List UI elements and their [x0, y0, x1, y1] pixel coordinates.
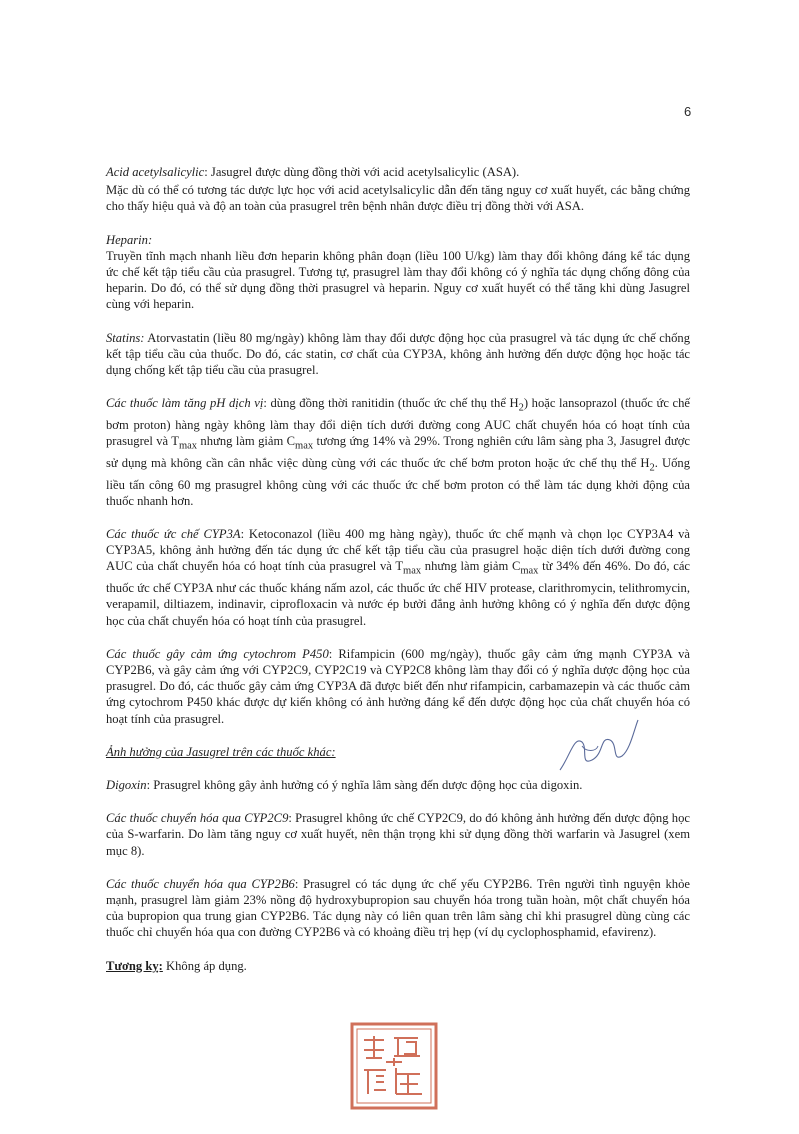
heading-ph: Các thuốc làm tăng pH dịch vị	[106, 396, 264, 411]
heading-cyp3a: Các thuốc ức chế CYP3A	[106, 527, 241, 541]
heading-statins: Statins:	[106, 330, 145, 345]
heading-heparin: Heparin:	[106, 232, 153, 247]
heading-p450: Các thuốc gây cảm ứng cytochrom P450	[106, 646, 329, 661]
section-heparin	[106, 232, 690, 313]
cyp2b6-body: : Prasugrel có tác dụng ức chế yếu CYP2B6. Trên người tình nguyện khỏe mạnh, prasugrel làm giảm 23% nồng độ hydroxybupropion sau chuyển hóa trong tuần hoàn, một chất chuyển hóa của bupropion qua trung gian CYP2B6. Tác dụng này có liên quan trên lâm sàng chỉ khi prasugrel dùng cùng các thuốc chỉ chuyển hóa qua con đường CYP2B6 và có khoảng điều trị hẹp (ví dụ cyclophosphamid, efavirenz).	[106, 876, 690, 940]
section-ph	[106, 395, 690, 509]
heading-asa: Acid acetylsalicylic	[106, 165, 205, 179]
asa-body: Mặc dù có thể có tương tác dược lực học với acid acetylsalicylic dẫn đến tăng nguy cơ xuất huyết, các bằng chứng cho thấy hiệu quả và độ an toàn của prasugrel trên bệnh nhân được điều trị đồng thời với ASA.	[106, 183, 690, 214]
section-cyp3a	[106, 526, 690, 629]
section-asa	[106, 164, 690, 180]
ph-sub-4: 2	[649, 462, 655, 474]
heading-cyp2c9: Các thuốc chuyển hóa qua CYP2C9	[106, 811, 289, 826]
section-cyp2b6	[106, 876, 690, 941]
heading-cyp2b6: Các thuốc chuyển hóa qua CYP2B6	[106, 876, 295, 891]
ph-sub-3: max	[295, 440, 314, 452]
cyp3a-body-3: từ 34% đến 46%. Do đó, các thuốc ức chế CYP3A như các thuốc kháng nấm azol, các thuốc ức chế HIV protease, clarithromycin, telithromycin, verapamil, diltiazem, indinavir, ciprofloxacin và nước ép bưởi đắng ảnh hưởng không có ý nghĩa đến dược động học của chất chuyển hóa có hoạt tính của prasugrel.	[106, 559, 690, 628]
ph-body-4: tương ứng 14% và 29%. Trong nghiên cứu lâm sàng pha 3, Jasugrel được sử dụng mà không cần cân nhắc việc dùng cùng với các thuốc ức chế bơm proton hoặc ức chế thụ thể H	[106, 434, 690, 470]
asa-lead: : Jasugrel được dùng đồng thời với acid acetylsalicylic (ASA).	[204, 165, 520, 179]
cyp3a-body-1: : Ketoconazol (liều 400 mg hàng ngày), thuốc ức chế mạnh và chọn lọc CYP3A4 và CYP3A5, không ảnh hưởng đến tác dụng ức chế kết tập tiểu cầu của prasugrel hoặc diện tích dưới đường cong AUC của chất chuyển hóa có hoạt tính của prasugrel và T	[106, 527, 690, 574]
cyp3a-body-2: nhưng làm giảm C	[421, 559, 521, 574]
seal-glyphs	[364, 1036, 422, 1094]
statins-body: Atorvastatin (liều 80 mg/ngày) không làm thay đổi dược động học của prasugrel và tác dụng ức chế chống kết tập tiểu cầu của thuốc. Do đó, các statin, cơ chất của CYP3A, không ảnh hưởng đến dược động học hoặc tác dụng chống kết tập tiểu cầu của prasugrel.	[106, 330, 690, 378]
cyp3a-sub-2: max	[520, 565, 539, 577]
page-number: 6	[684, 104, 692, 119]
section-cyp2c9	[106, 810, 690, 859]
ph-sub-1: 2	[518, 402, 524, 414]
section-incompat	[106, 958, 690, 974]
cyp2c9-body: : Prasugrel không ức chế CYP2C9, do đó không ảnh hưởng đến dược động học của S-warfarin. Do làm tăng nguy cơ xuất huyết, nên thận trọng khi sử dụng đồng thời warfarin và Jasugrel (xem mục 8).	[106, 811, 690, 858]
official-seal	[346, 1018, 442, 1114]
heparin-body: Truyền tĩnh mạch nhanh liều đơn heparin không phân đoạn (liều 100 U/kg) làm thay đổi không đáng kể tác dụng ức chế kết tập tiểu cầu của prasugrel. Tương tự, prasugrel làm thay đổi không có ý nghĩa tác dụng chống đông của heparin. Do đó, có thể sử dụng đồng thời prasugrel và heparin. Nguy cơ xuất huyết có thể tăng khi dùng Jasugrel cùng với heparin.	[106, 248, 690, 312]
incompat-label	[106, 959, 163, 973]
section-statins	[106, 330, 690, 379]
incompat-body: Không áp dụng.	[162, 958, 247, 973]
section-p450	[106, 646, 690, 727]
signature-stroke	[560, 720, 638, 770]
p450-body: : Rifampicin (600 mg/ngày), thuốc gây cảm ứng mạnh CYP3A và CYP2B6, và gây cảm ứng với CYP2C9, CYP2C19 và CYP2C8 không làm thay đổi có ý nghĩa dược động học của prasugrel. Do đó, các thuốc gây cảm ứng CYP3A đã được biết đến như rifampicin, carbamazepin và các thuốc cảm ứng cytochrom P450 khác được dự kiến không có ảnh hưởng đáng kể đến dược động học của chất chuyển hóa có hoạt tính của prasugrel.	[106, 646, 690, 726]
heading-digoxin: Digoxin	[106, 777, 147, 792]
heading-effects: Ảnh hưởng của Jasugrel trên các thuốc khác:	[106, 744, 336, 759]
ph-body-2: ) hoặc lansoprazol (thuốc ức chế bơm proton) hàng ngày không làm thay đổi diện tích dưới đường cong AUC chất chuyển hóa có hoạt tính của prasugrel và T	[106, 396, 690, 449]
ph-body-5: . Uống liều tấn công 60 mg prasugrel không cùng với các thuốc ức chế bơm proton có thể làm tác dụng khởi động của thuốc nhanh hơn.	[106, 455, 690, 508]
ph-sub-2: max	[178, 440, 198, 452]
digoxin-body: : Prasugrel không gây ảnh hưởng có ý nghĩa lâm sàng đến dược động học của digoxin.	[146, 777, 583, 792]
cyp3a-sub-1: max	[403, 565, 422, 577]
document-body	[106, 164, 690, 991]
ph-body-1: : dùng đồng thời ranitidin (thuốc ức chế thụ thể H	[263, 396, 519, 411]
ph-body-3: nhưng làm giảm C	[197, 434, 296, 449]
handwritten-signature	[552, 716, 642, 780]
incompat-label-text: Tương kỵ:	[106, 958, 163, 973]
